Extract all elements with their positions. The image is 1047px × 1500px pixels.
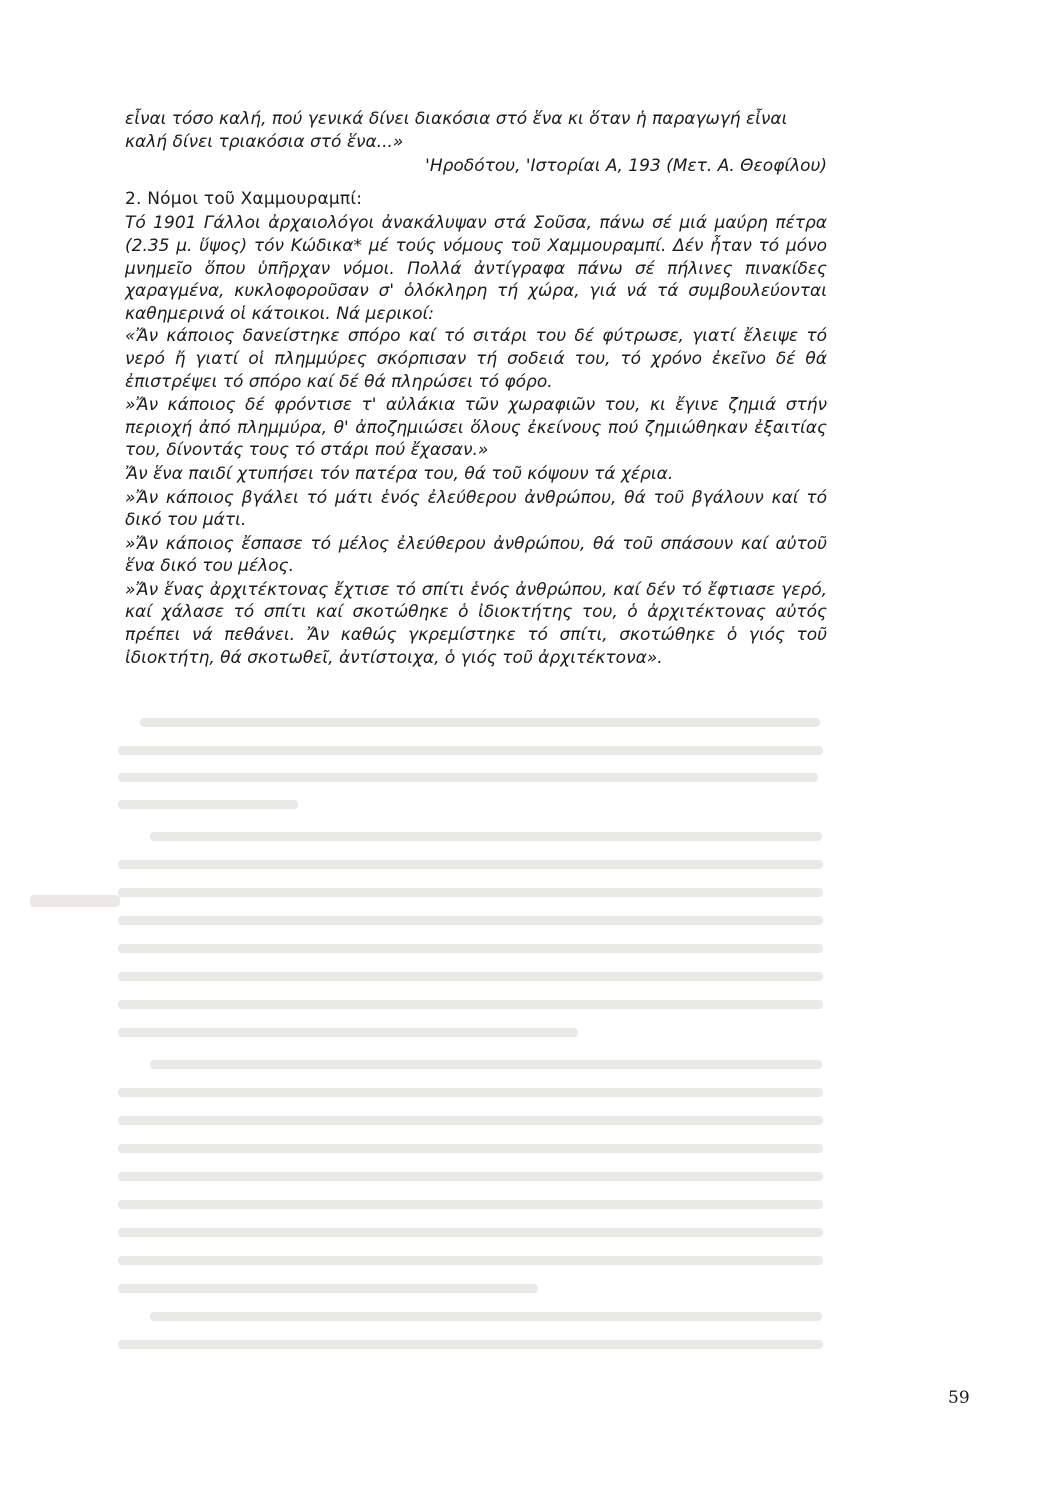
section-heading: 2. Νόμοι τοῦ Χαμμουραμπί:	[125, 188, 363, 209]
law-paragraph: »Ἄν κάποιος δέ φρόντισε τ' αὐλάκια τῶν χωραφιῶν του, κι ἔγινε ζημιά στήν περιοχή ἀπό πλημμύρα, θ' ἀποζημιώσει ὅλους ἐκείνους πού ζημιώθηκαν ἐξαιτίας του, δίνοντάς τους τό στάρι πού ἔχασαν.»	[125, 395, 827, 461]
law-paragraph: »Ἄν ἕνας ἀρχιτέκτονας ἔχτισε τό σπίτι ἑνός ἀνθρώπου, καί δέν τό ἔφτιασε γερό, καί χάλασε τό σπίτι καί σκοτώθηκε ὁ ἰδιοκτήτης του, ὁ ἀρχιτέκτονας αὐτός πρέπει νά πεθάνει. Ἄν καθώς γκρεμίστηκε τό σπίτι, σκοτώθηκε ὁ γιός τοῦ ἰδιοκτήτη, θά σκοτωθεῖ, ἀντίστοιχα, ὁ γιός τοῦ ἀρχιτέκτονα».	[125, 579, 827, 668]
law-paragraph: Ἄν ἕνα παιδί χτυπήσει τόν πατέρα του, θά τοῦ κόψουν τά χέρια.	[125, 463, 674, 484]
quote-line: εἶναι τόσο καλή, πού γενικά δίνει διακόσια στό ἕνα κι ὅταν ἡ παραγωγή εἶναι	[125, 109, 788, 129]
law-paragraph: «Ἄν κάποιος δανείστηκε σπόρο καί τό σιτάρι του δέ φύτρωσε, γιατί ἔλειψε τό νερό ἤ γιατί οἱ πλημμύρες σκόρπισαν τή σοδειά του, τό χρόνο ἐκεῖνο δέ θά ἐπιστρέψει τό σπόρο καί δέ θά πληρώσει τό φόρο.	[125, 326, 827, 392]
quote-attribution: 'Ηροδότου, 'Ιστορίαι Α, 193 (Μετ. Α. Θεοφίλου)	[425, 156, 827, 177]
page-number: 59	[948, 1388, 970, 1408]
law-paragraph: »Ἄν κάποιος ἔσπασε τό μέλος ἐλεύθερου ἀνθρώπου, θά τοῦ σπάσουν καί αὐτοῦ ἕνα δικό του μέλος.	[125, 533, 827, 577]
quote-line: καλή δίνει τριακόσια στό ἕνα...»	[125, 131, 404, 152]
law-paragraph: »Ἄν κάποιος βγάλει τό μάτι ἑνός ἐλεύθερου ἀνθρώπου, θά τοῦ βγάλουν καί τό δικό του μάτι.	[125, 487, 827, 531]
main-text	[125, 108, 827, 669]
section-intro: Τό 1901 Γάλλοι ἀρχαιολόγοι ἀνακάλυψαν στά Σοῦσα, πάνω σέ μιά μαύρη πέτρα (2.35 μ. ὕψος) τόν Κώδικα* μέ τούς νόμους τοῦ Χαμμουραμπί. Δέν ἦταν τό μόνο μνημεῖο ὅπου ὑπῆρχαν νόμοι. Πολλά ἀντίγραφα πάνω σέ πήλινες πινακίδες χαραγμένα, κυκλοφοροῦσαν σ' ὁλόκληρη τή χώρα, γιά νά τά συμβουλεύονται καθημερινά οἱ κάτοικοι. Νά μερικοί:	[125, 213, 827, 324]
